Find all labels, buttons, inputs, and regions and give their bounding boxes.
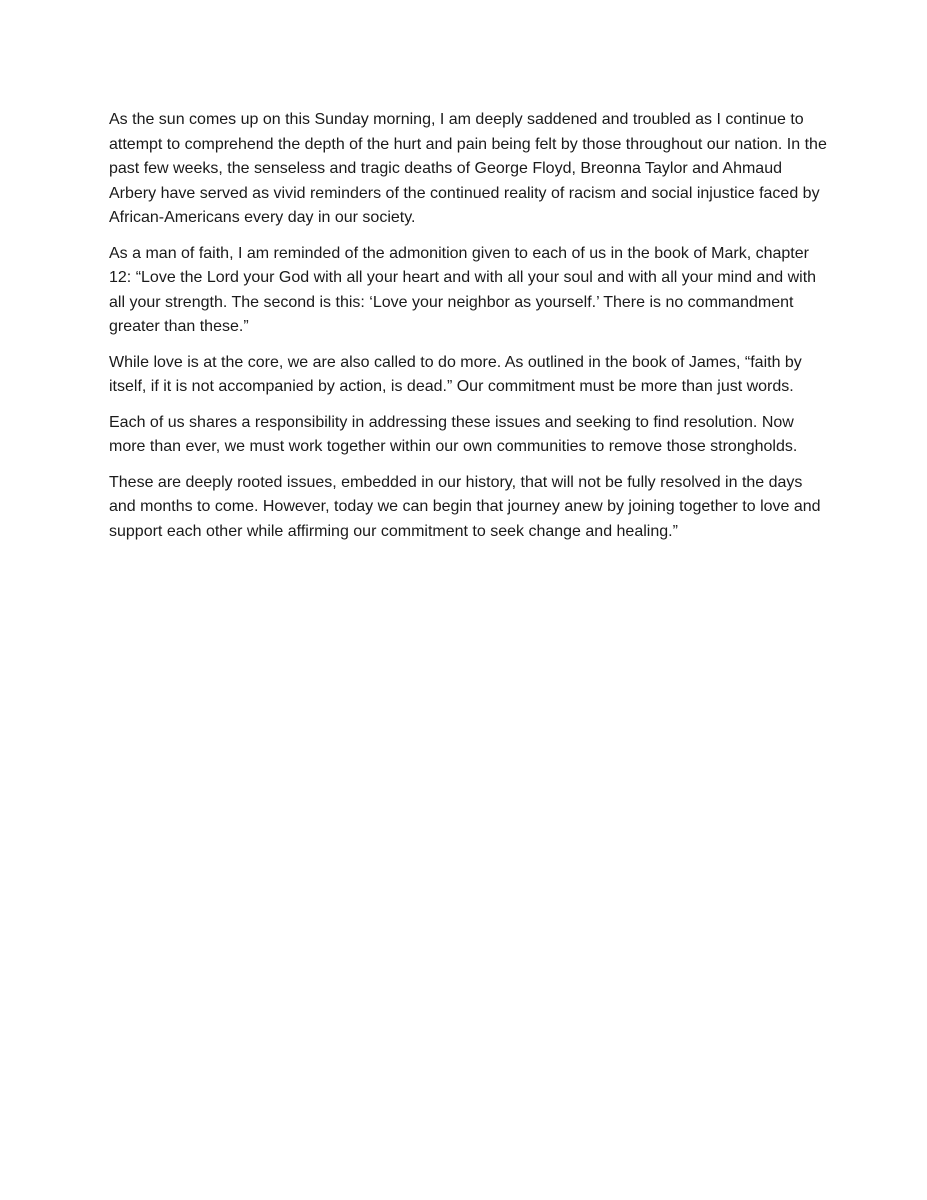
paragraph-1: As the sun comes up on this Sunday morning, I am deeply saddened and troubled as I continue to attempt to comprehend the depth of the hurt and pain being felt by those throughout our nation. In the past few weeks, the senseless and tragic deaths of George Floyd, Breonna Taylor and Ahmaud Arbery have served as vivid reminders of the continued reality of racism and social injustice faced by African-Americans every day in our society. bbox=[109, 111, 827, 226]
paragraph-5: These are deeply rooted issues, embedded in our history, that will not be fully resolved in the days and months to come. However, today we can begin that journey anew by joining together to love and support each other while affirming our commitment to seek change and healing.” bbox=[109, 473, 821, 540]
paragraph-3: While love is at the core, we are also called to do more. As outlined in the book of James, “faith by itself, if it is not accompanied by action, is dead.” Our commitment must be more than just words. bbox=[109, 353, 802, 395]
paragraph-4: Each of us shares a responsibility in addressing these issues and seeking to find resolution. Now more than ever, we must work together within our own communities to remove those strongholds. bbox=[109, 413, 798, 455]
document-body bbox=[109, 108, 831, 555]
paragraph-2: As a man of faith, I am reminded of the admonition given to each of us in the book of Mark, chapter 12: “Love the Lord your God with all your heart and with all your soul and with all your mind and with all your strength. The second is this: ‘Love your neighbor as yourself.’ There is no commandment greater than these.” bbox=[109, 244, 817, 335]
